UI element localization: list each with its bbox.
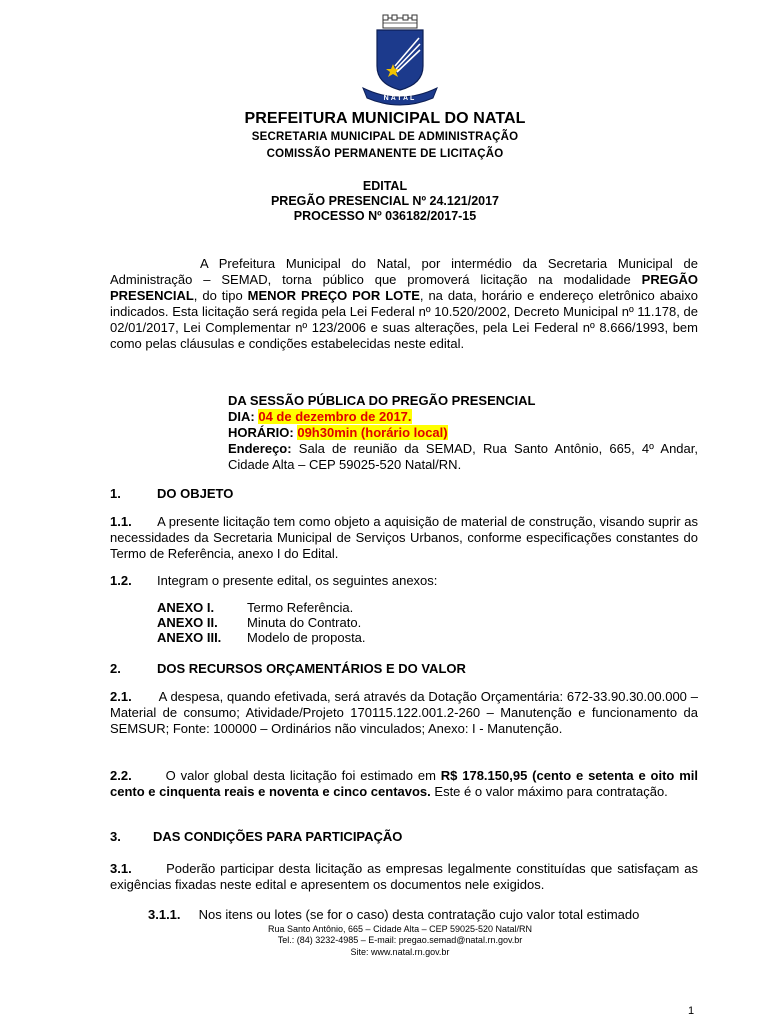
page-number: 1 <box>688 1005 695 1017</box>
clause-3-1-1-number: 3.1.1. <box>148 907 181 922</box>
clause-1-2-text: Integram o presente edital, os seguintes anexos: <box>157 573 438 588</box>
clause-1-2-number: 1.2. <box>110 573 132 588</box>
edital-title: EDITAL <box>362 179 408 193</box>
section-1-title: DO OBJETO <box>157 486 234 501</box>
commission-title: COMISSÃO PERMANENTE DE LICITAÇÃO <box>266 148 504 160</box>
annex-label: ANEXO III. <box>157 630 222 645</box>
footer-contact: Tel.: (84) 3232-4985 – E-mail: pregao.semad@natal.rn.gov.br <box>277 935 523 945</box>
secretariat-title: SECRETARIA MUNICIPAL DE ADMINISTRAÇÃO <box>251 131 519 143</box>
session-address-label: Endereço: <box>228 441 292 456</box>
intro-text-3: , na data, horário e endereço eletrônico abaixo indicados. Esta licitação será regida pela Lei Federal nº 10.520/2002, Decreto Municipal nº 11.178, de 02/01/2017, Lei Complementar nº 123/2006 e suas alterações, pela Lei Federal nº 8.666/1993, bem como pelas cláusulas e condições estabelecidas neste edital. <box>110 288 699 351</box>
city-hall-title: PREFEITURA MUNICIPAL DO NATAL <box>244 110 526 127</box>
clause-1-1-number: 1.1. <box>110 514 132 529</box>
clause-1-1 <box>110 514 698 562</box>
clause-2-1 <box>110 689 698 737</box>
session-title: DA SESSÃO PÚBLICA DO PREGÃO PRESENCIAL <box>228 393 536 408</box>
session-day-label: DIA: <box>228 409 259 424</box>
intro-text-1: A Prefeitura Municipal do Natal, por intermédio da Secretaria Municipal de Administração – SEMAD, torna público que promoverá licitação na modalidade <box>110 256 698 287</box>
intro-type: MENOR PREÇO POR LOTE <box>247 288 420 303</box>
clause-3-1 <box>110 861 698 893</box>
intro-text-2: , do tipo <box>193 288 248 303</box>
annex-text: Termo Referência. <box>247 600 354 615</box>
clause-2-1-number: 2.1. <box>110 689 132 704</box>
session-time-value: 09h30min (horário local) <box>297 425 448 440</box>
clause-3-1-1-text: Nos itens ou lotes (se for o caso) desta contratação cujo valor total estimado <box>198 907 640 922</box>
session-block <box>228 393 698 473</box>
footer-address: Rua Santo Antônio, 665 – Cidade Alta – CEP 59025-520 Natal/RN <box>267 924 532 934</box>
clause-2-1-text: A despesa, quando efetivada, será através da Dotação Orçamentária: 672-33.90.30.00.000 – Material de consumo; Atividade/Projeto 170115.122.001.2-260 – Manutenção e funcionamento da SEMSUR; Fonte: 100000 – Ordinários não vinculados; Anexo: I - Manutenção. <box>110 689 698 736</box>
clause-2-2-value: R$ 178.150,95 (cento e setenta e oito mil cento e cinquenta reais e noventa e cinco centavos. <box>110 768 698 799</box>
section-3-title: DAS CONDIÇÕES PARA PARTICIPAÇÃO <box>153 829 403 844</box>
section-1-number: 1. <box>110 486 121 501</box>
pregao-number: PREGÃO PRESENCIAL Nº 24.121/2017 <box>270 194 500 208</box>
footer-site: Site: www.natal.rn.gov.br <box>350 947 450 957</box>
clause-3-1-1 <box>148 907 698 923</box>
processo-number: PROCESSO Nº 036182/2017-15 <box>293 209 477 223</box>
annex-text: Modelo de proposta. <box>247 630 366 645</box>
clause-3-1-text: Poderão participar desta licitação as empresas legalmente constituídas que satisfaçam as exigências fixadas neste edital e apresentem os documentos nele exigidos. <box>110 861 698 892</box>
annex-item <box>157 615 361 630</box>
natal-coat-of-arms-logo <box>355 14 445 106</box>
annex-label: ANEXO I. <box>157 600 215 615</box>
session-time-label: HORÁRIO: <box>228 425 298 440</box>
session-day-value: 04 de dezembro de 2017. <box>258 409 412 424</box>
annex-text: Minuta do Contrato. <box>247 615 362 630</box>
clause-2-2-text: O valor global desta licitação foi estimado em <box>165 768 441 783</box>
annex-item <box>157 630 366 645</box>
session-address-value: Sala de reunião da SEMAD, Rua Santo Antônio, 665, 4º Andar, Cidade Alta – CEP 59025-520 Natal/RN. <box>228 441 698 472</box>
section-2-number: 2. <box>110 661 121 676</box>
annex-label: ANEXO II. <box>157 615 218 630</box>
section-3-number: 3. <box>110 829 121 844</box>
section-2-title: DOS RECURSOS ORÇAMENTÁRIOS E DO VALOR <box>157 661 466 676</box>
clause-2-2-number: 2.2. <box>110 768 132 783</box>
clause-1-1-text: A presente licitação tem como objeto a aquisição de material de construção, visando suprir as necessidades da Secretaria Municipal de Serviços Urbanos, conforme especificações constantes do Termo de Referência, anexo I do Edital. <box>110 514 698 561</box>
clause-3-1-number: 3.1. <box>110 861 132 876</box>
clause-2-2 <box>110 768 698 800</box>
intro-paragraph <box>110 256 698 352</box>
intro-modality: PREGÃO PRESENCIAL <box>110 272 698 303</box>
crest-ribbon-text: NATAL <box>383 95 417 102</box>
annex-item <box>157 600 353 615</box>
clause-2-2-text-end: Este é o valor máximo para contratação. <box>430 784 668 799</box>
